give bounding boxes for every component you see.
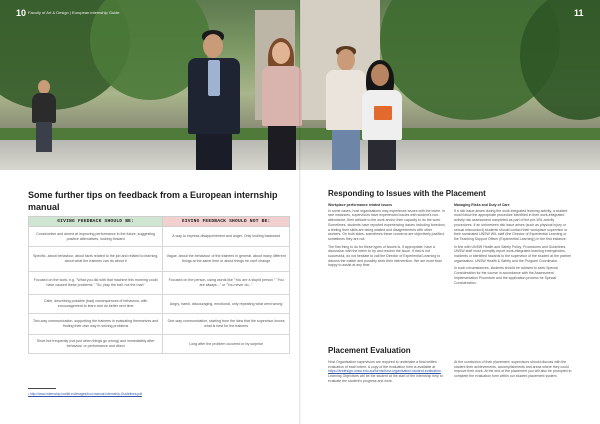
table-cell: Short but frequently (not just when things go wrong) and immediately after behaviour or performance and direct xyxy=(29,335,163,354)
table-cell: Calm, describing possible (bad) consequences of behaviour, with encouragement to learn and do better next time xyxy=(29,295,163,314)
paragraph: In such circumstances, students should be advised to seek Special Consideration for the course in accordance with the Assessment Implementation Procedure and the application process for Special Consideration. xyxy=(454,266,558,285)
table-cell: Two-way communication, supporting the trainees in evaluating themselves and finding their own way in solving problems xyxy=(29,314,163,335)
risk-duty-heading: Managing Risks and Duty of Care xyxy=(454,203,510,207)
table-cell: Angry, harsh, discouraging, emotional, only repeating what went wrong xyxy=(163,295,290,314)
footnote-link[interactable]: ¹ http://www.internship-toolkit.eu/images/tool-manual-internship-Guidelines.pdf xyxy=(28,392,142,396)
evaluation-form-link[interactable]: https://artdesign.unsw.edu.au/forms/host-organisation-student-evaluation xyxy=(328,369,441,374)
table-cell: Focused on the person, using words like "You are a stupid person." "You are always..." or "You never do..." xyxy=(163,272,290,295)
table-cell: Constructive and aimed at improving performance in the future, suggesting positive alternatives, looking forward xyxy=(29,227,163,247)
feedback-table xyxy=(28,216,290,354)
evaluation-column-left xyxy=(328,360,446,387)
text-span: Host Organisation supervisors are required to undertake a final written evaluation of each intern. A copy of the evaluation form is available at xyxy=(328,360,437,369)
running-title: Faculty of Art & Design | European internship Guide xyxy=(28,10,120,15)
right-page-title: Responding to Issues with the Placement xyxy=(328,189,486,198)
paragraph xyxy=(328,360,446,384)
paragraph: In line with UNSW Health and Safety Policy, Procedures and Guidelines, UNSW staff must promptly report work-integrated learning emergencies, incidents or identified hazards to the supervisor of the student at the partner organisation, UNSW Health & Safety and the Program Coordinator. xyxy=(454,244,572,263)
risk-duty-column xyxy=(454,203,572,288)
footnote-rule xyxy=(28,388,56,389)
table-cell: Focused on the work, e.g. "What you did with that machine this morning could have caused these problems." "So, play the ball, not the man" xyxy=(29,272,163,295)
table-cell: A way to express disappointment and anger. Only looking backward xyxy=(163,227,290,247)
table-header-should-not: GIVING FEEDBACK SHOULD NOT BE: xyxy=(163,217,290,227)
table-cell: One-way communication, starting from the idea that the supervisor knows what is best for the trainees xyxy=(163,314,290,335)
table-row xyxy=(29,272,290,295)
placement-evaluation-title: Placement Evaluation xyxy=(328,346,411,355)
table-row xyxy=(29,295,290,314)
paragraph: At the conclusion of their placement, supervisors should discuss with the student their achievements, accomplishments and areas where they could improve their work. At the end of the placement you will also be prompted to complete the evaluation form within our student placement system. xyxy=(454,360,572,379)
table-cell: Vague, about the behaviour of the trainees in general, about many different things at the same time or about things he can't change xyxy=(163,247,290,272)
table-row xyxy=(29,335,290,354)
table-cell: Specific, about behaviour, about facts related to the job and related to learning, about what the trainees can do about it xyxy=(29,247,163,272)
table-cell: Long after the problem occurred or by surprise xyxy=(163,335,290,354)
evaluation-column-right xyxy=(454,360,572,382)
workplace-issues-heading: Workplace performance related issues xyxy=(328,203,393,207)
table-row xyxy=(29,227,290,247)
text-span: . Learning Objectives will be the student at the start of the internship help to evaluate the student's progress and work. xyxy=(328,369,443,383)
paragraph: If a risk issue arises during the work integrated learning activity, a student must follow the appropriate procedure identified in their work-integrated activity risk assessment completed as part of the pre-WIL activity procedures. If an unforeseen risk issue arises (such as physical injury or sexual misconduct) students should contact their workplace supervisor or their nominated UNSW WIL staff (the Director of Experiential Learning or the Teaching Support Officer (Experiential Learning)) in the first instance. xyxy=(454,208,568,241)
table-row xyxy=(29,314,290,335)
table-header-should: GIVING FEEDBACK SHOULD BE: xyxy=(29,217,163,227)
left-page-title: Some further tips on feedback from a European internship manual xyxy=(28,190,278,212)
page-number-right: 11 xyxy=(574,8,584,18)
paragraph: The first thing to do for these types of issues is, if appropriate, have a discussion with the intern to try and resolve the issue. If that is not successful, do not hesitate to call the Director of Experiential Learning to discuss the matter and possibly seek their intervention. We are more than happy to assist at any time. xyxy=(328,244,442,268)
paragraph: In some cases, host organisations may experience issues with the intern. In rare instances, supervisors have experienced issues with student's non-attendance, their attitude to the work and/or their capacity to do the work. Sometimes, students have reported experiencing issues including boredom, a feeling their skills are being wasted and disagreements with other workers. On both sides, sometimes these concerns are objectively justified; sometimes they are not. xyxy=(328,208,446,241)
page-number-left: 10 xyxy=(16,8,27,18)
table-row xyxy=(29,247,290,272)
workplace-issues-column xyxy=(328,203,446,271)
page-spine xyxy=(299,0,301,424)
